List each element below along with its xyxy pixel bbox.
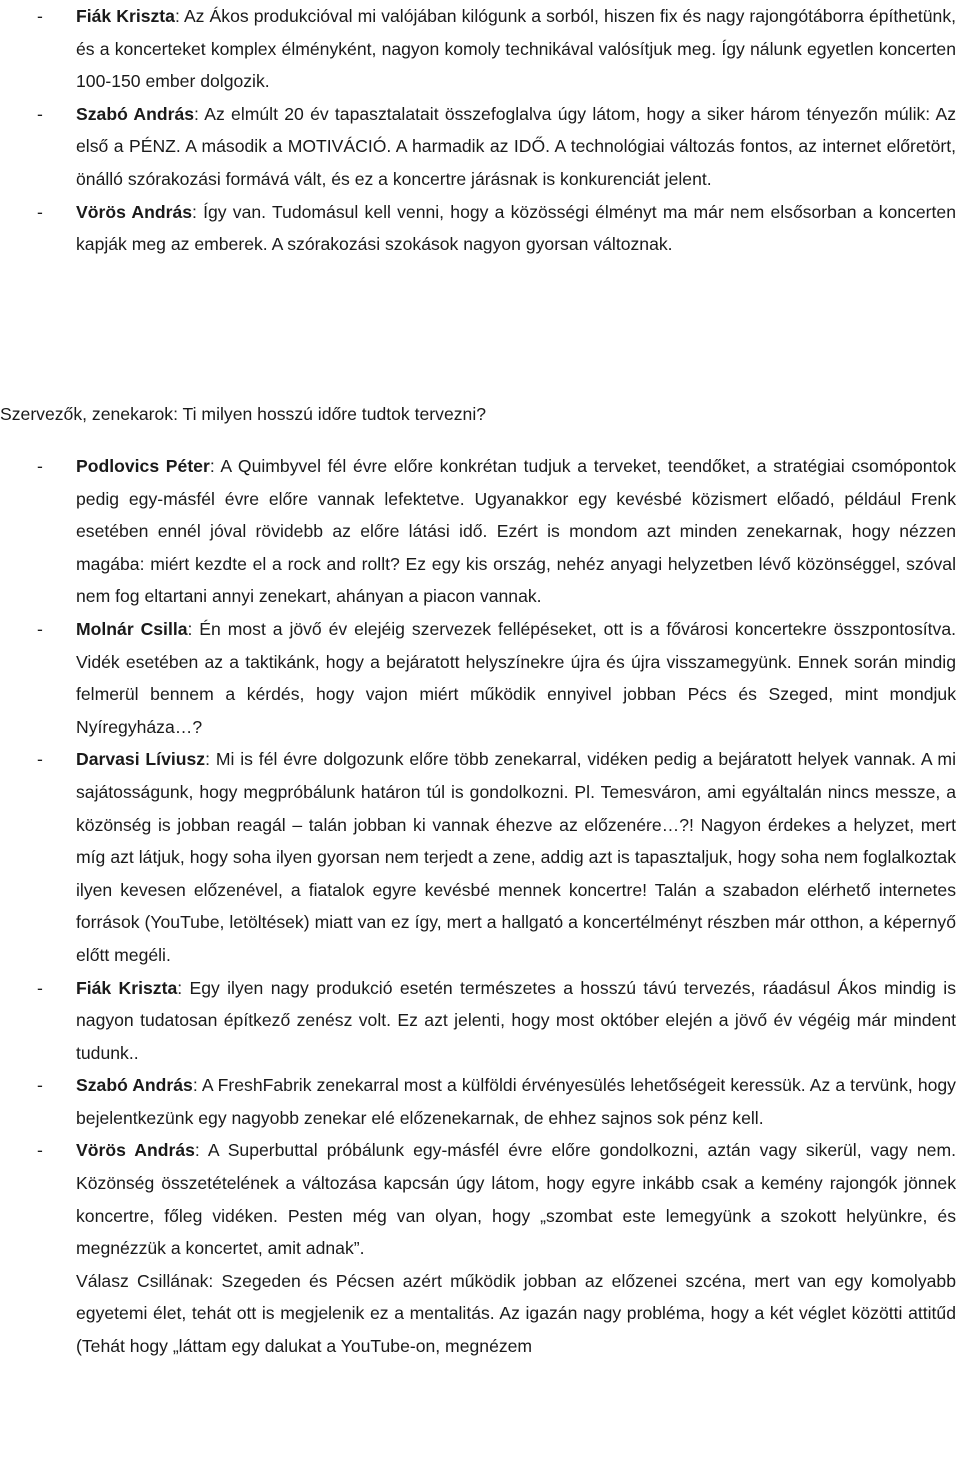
entry-text: : Az Ákos produkcióval mi valójában kilógunk a sorból, hiszen fix és nagy rajongótáborra építhetünk, és a koncerteket komplex élményként, nagyon komoly technikával valósítjuk meg. Így nálunk egyetlen koncerten 100-150 ember dolgozik.: [76, 6, 956, 92]
list-item: [0, 450, 960, 613]
entry-text: : A FreshFabrik zenekarral most a külföldi érvényesülés lehetőségeit keressük. Az a tervünk, hogy bejelentkezünk egy nagyobb zenekar elé előzenekarnak, de ehhez sajnos sok pénz kell.: [76, 1075, 956, 1128]
list-item: [0, 98, 960, 196]
list-item: [0, 972, 960, 1070]
list-item: [0, 1069, 960, 1134]
speaker-name: Szabó András: [76, 103, 195, 124]
bullet-dash: -: [37, 1075, 43, 1096]
bullet-dash: -: [37, 456, 43, 476]
bullet-dash: -: [37, 977, 43, 998]
list-item: [0, 613, 960, 743]
bullet-dash: -: [37, 1140, 43, 1161]
list-item: [0, 743, 960, 971]
interview-section-1: [0, 0, 960, 261]
bullet-dash: -: [37, 618, 43, 639]
speaker-name: Fiák Kriszta: [76, 977, 178, 998]
bullet-dash: -: [37, 749, 43, 770]
speaker-name: Darvasi Líviusz: [76, 749, 206, 770]
speaker-name: Podlovics Péter: [76, 456, 210, 476]
speaker-name: Vörös András: [76, 1140, 195, 1161]
entry-text: : Egy ilyen nagy produkció esetén természetes a hosszú távú tervezés, ráadásul Ákos mindig is nagyon tudatosan építkező zenész volt. Ez azt jelenti, hogy most október elején a jövő év végéig már mindent tudunk..: [76, 977, 956, 1063]
list-item: [0, 196, 960, 261]
entry-text: : Az elmúlt 20 év tapasztalatait összefoglalva úgy látom, hogy a siker három tényezőn múlik: Az első a PÉNZ. A második a MOTIVÁCIÓ. A harmadik az IDŐ. A technológiai változás fontos, az internet előretört, önálló szórakozási formává vált, és ez a koncertre járásnak is konkurenciát jelent.: [76, 103, 956, 189]
speaker-name: Vörös András: [76, 201, 193, 222]
speaker-name: Molnár Csilla: [76, 618, 188, 639]
entry-text: : Így van. Tudomásul kell venni, hogy a közösségi élményt ma már nem elsősorban a koncerten kapják meg az emberek. A szórakozási szokások nagyon gyorsan változnak.: [76, 201, 956, 255]
bullet-dash: -: [37, 103, 43, 124]
list-item: [0, 1134, 960, 1362]
bullet-dash: -: [37, 201, 43, 222]
entry-text: : Mi is fél évre dolgozunk előre több zenekarral, vidéken pedig a bejáratott helyek vannak. A mi sajátosságunk, hogy megpróbálunk határon túl is gondolkozni. Pl. Temesváron, ami egyáltalán nincs messze, a közönség is jobban reagál – talán jobban ki vannak éhezve az előzenére…?! Nagyon érdekes a helyzet, mert míg azt látjuk, hogy soha ilyen gyorsan nem terjedt a zene, addig azt is tapasztaljuk, hogy soha nem foglalkoztak ilyen kevesen előzenével, a fiatalok egyre kevésbé mennek koncertre! Talán a szabadon elérhető internetes források (YouTube, letöltések) miatt van ez így, mert a hallgató a koncertélményt részben már otthon, a képernyő előtt megéli.: [76, 749, 956, 965]
entry-text: : Én most a jövő év elejéig szervezek fellépéseket, ott is a fővárosi koncertekre összpontosítva. Vidék esetében az a taktikánk, hogy a bejáratott helyszínekre újra és újra visszamegyünk. Ennek során mindig felmerül bennem a kérdés, hogy vajon miért működik ennyivel jobban Pécs és Szeged, mint mondjuk Nyíregyháza…?: [76, 618, 956, 737]
speaker-name: Fiák Kriszta: [76, 6, 175, 26]
entry-continuation-text: Válasz Csillának: Szegeden és Pécsen azért működik jobban az előzenei szcéna, mert van egy komolyabb egyetemi élet, tehát ott is megjelenik ez a mentalitás. Az igazán nagy probléma, hogy a két véglet közötti attitűd (Tehát hogy „láttam egy dalukat a YouTube-on, megnézem: [76, 1270, 956, 1357]
list-item: [0, 0, 960, 98]
section-question: Szervezők, zenekarok: Ti milyen hosszú időre tudtok tervezni?: [0, 404, 487, 424]
interview-section-2: [0, 450, 960, 1363]
entry-text: : A Superbuttal próbálunk egy-másfél évre előre gondolkozni, aztán vagy sikerül, vagy nem. Közönség összetételének a változása kapcsán úgy látom, hogy egyre inkább csak a kemény rajongók jönnek koncertre, főleg vidéken. Pesten még van olyan, hogy „szombat este lemegyünk a szokott helyünkre, és megnézzük a koncertet, amit adnak”.: [76, 1140, 956, 1259]
bullet-dash: -: [37, 6, 43, 26]
speaker-name: Szabó András: [76, 1075, 193, 1096]
entry-text: : A Quimbyvel fél évre előre konkrétan tudjuk a terveket, teendőket, a stratégiai csomópontok pedig egy-másfél évre előre vannak lefektetve. Ugyanakkor egy kevésbé közismert előadó, például Frenk esetében ennél jóval rövidebb az előre látási idő. Ezért is mondom azt minden zenekarnak, hogy nézzen magába: miért kezdte el a rock and rollt? Ez egy kis ország, nehéz anyagi helyzetben lévő közönséggel, szóval nem fog eltartani annyi zenekart, ahányan a piacon vannak.: [76, 456, 956, 607]
